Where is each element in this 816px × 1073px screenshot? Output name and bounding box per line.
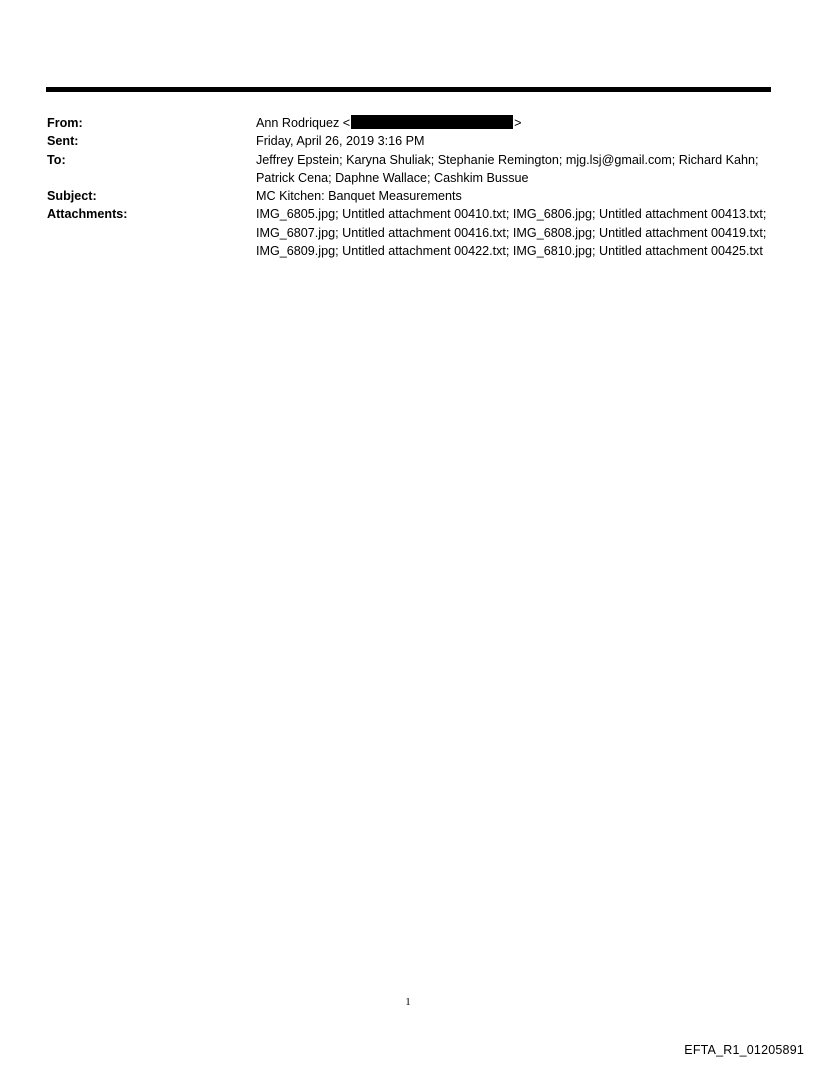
subject-value: MC Kitchen: Banquet Measurements <box>256 189 462 204</box>
to-label: To: <box>47 152 66 167</box>
redaction-bar <box>351 115 513 129</box>
subject-label: Subject: <box>47 189 97 204</box>
from-sender: Ann Rodriquez < <box>256 116 351 130</box>
subject-row <box>47 187 767 205</box>
to-value: Jeffrey Epstein; Karyna Shuliak; Stephanie Remington; mjg.lsj@gmail.com; Richard Kahn; Patrick Cena; Daphne Wallace; Cashkim Bussue <box>256 152 759 185</box>
from-value <box>256 114 767 132</box>
page-number: 1 <box>405 996 411 1008</box>
from-row <box>47 114 767 132</box>
document-id: EFTA_R1_01205891 <box>684 1043 804 1057</box>
sent-row <box>47 132 767 150</box>
to-row <box>47 151 767 188</box>
attachments-label: Attachments: <box>47 207 128 222</box>
attachments-value: IMG_6805.jpg; Untitled attachment 00410.txt; IMG_6806.jpg; Untitled attachment 00413.txt; IMG_6807.jpg; Untitled attachment 00416.txt; IMG_6808.jpg; Untitled attachment 00419.txt; IMG_6809.jpg; Untitled attachment 00422.txt; IMG_6810.jpg; Untitled attachment 00425.txt <box>256 207 767 259</box>
email-header <box>47 114 767 260</box>
from-label: From: <box>47 116 83 130</box>
header-rule <box>46 87 771 92</box>
sent-label: Sent: <box>47 134 79 149</box>
sent-value: Friday, April 26, 2019 3:16 PM <box>256 134 425 149</box>
attachments-row <box>47 205 767 260</box>
from-suffix: > <box>514 116 522 130</box>
